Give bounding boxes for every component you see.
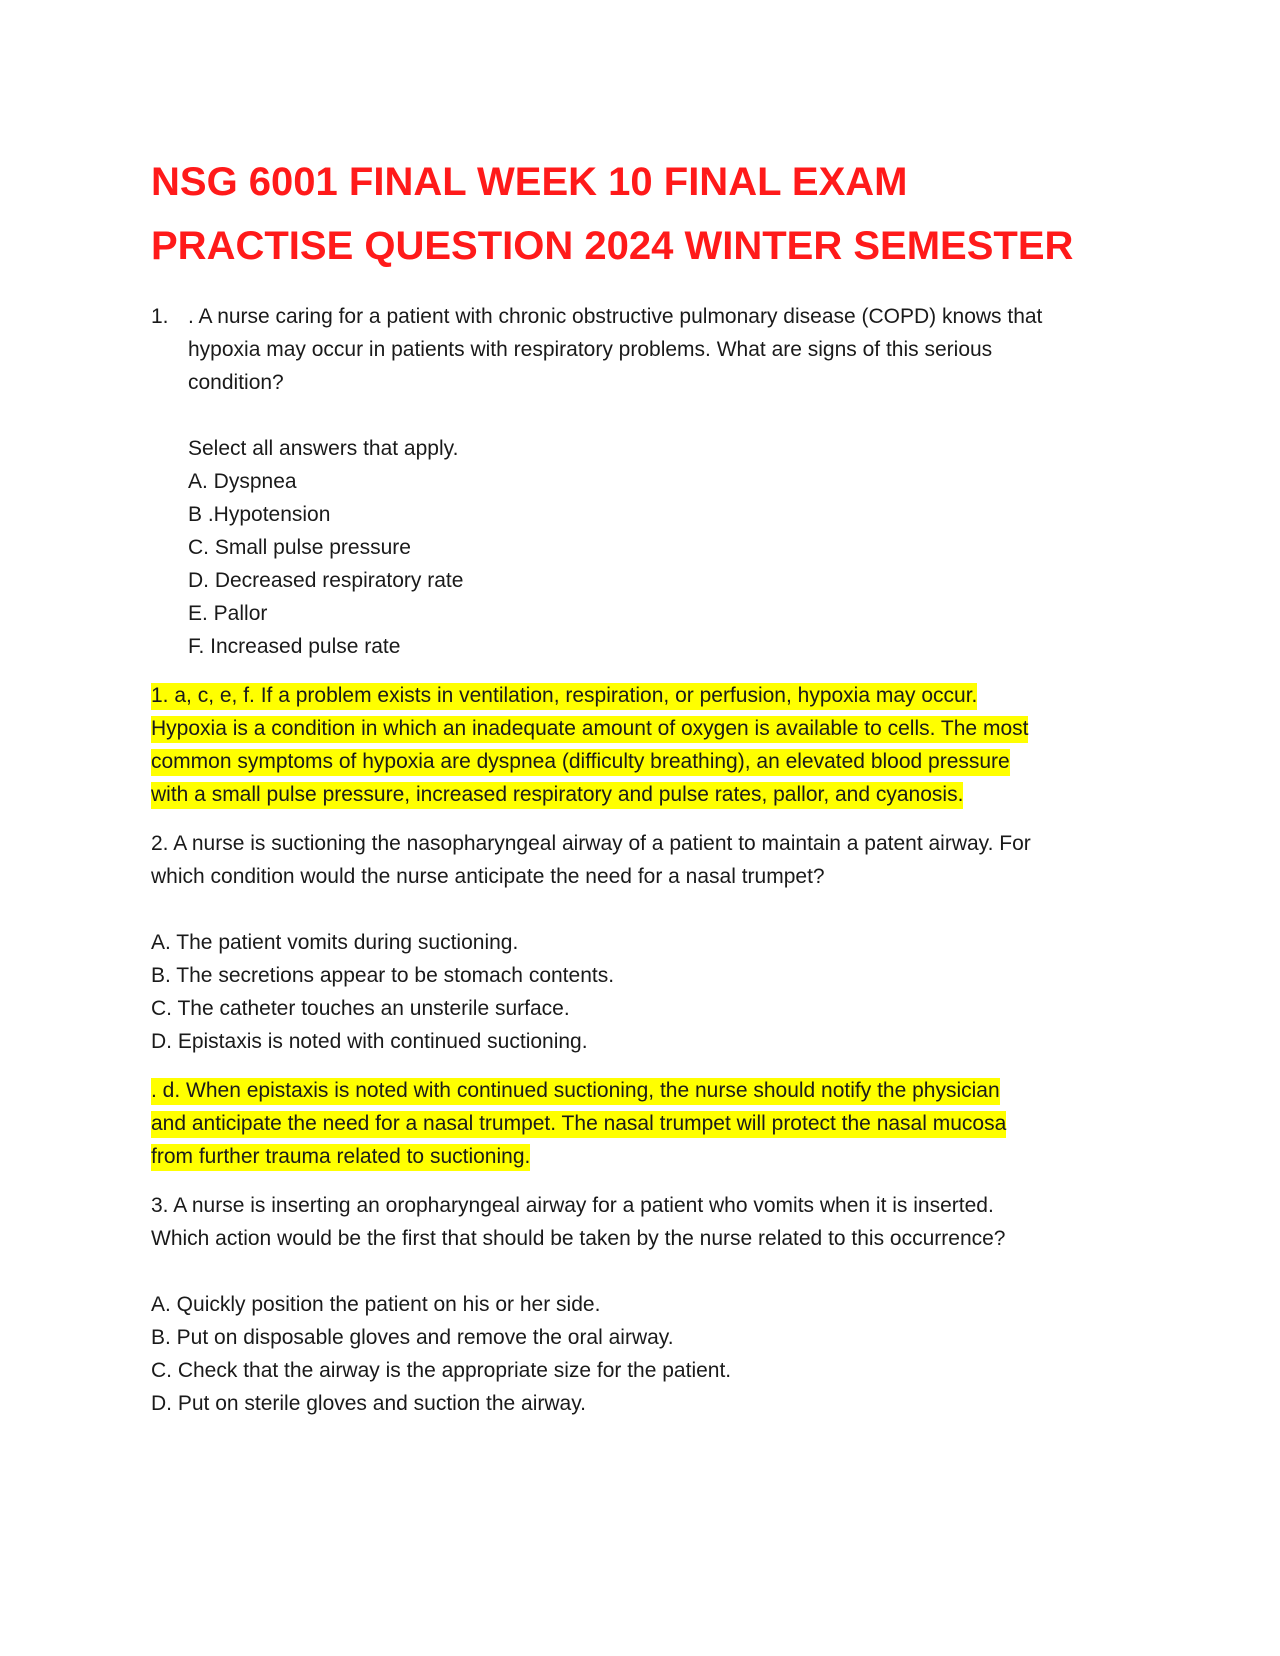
question-3-option-a: A. Quickly position the patient on his or her side. [151, 1293, 601, 1316]
question-1-stem-line: . A nurse caring for a patient with chronic obstructive pulmonary disease (COPD) knows that [188, 305, 1043, 328]
document-page [151, 150, 1141, 1420]
question-2-option-c: C. The catheter touches an unsterile surface. [151, 997, 570, 1020]
question-1-stem-line: hypoxia may occur in patients with respiratory problems. What are signs of this serious [188, 338, 993, 361]
answer-2-line: . d. When epistaxis is noted with continued suctioning, the nurse should notify the physician [151, 1078, 1000, 1105]
question-3-stem-line: 3. A nurse is inserting an oropharyngeal airway for a patient who vomits when it is inserted. [151, 1194, 994, 1217]
question-2-answer [151, 1074, 1141, 1173]
answer-2-line: from further trauma related to suctioning. [151, 1144, 530, 1171]
question-1-option-b: B .Hypotension [188, 503, 331, 526]
answer-1-line: with a small pulse pressure, increased respiratory and pulse rates, pallor, and cyanosis. [151, 782, 963, 809]
question-2-option-b: B. The secretions appear to be stomach contents. [151, 964, 615, 987]
question-2 [151, 827, 1141, 1058]
question-1-stem-line: condition? [188, 371, 284, 394]
answer-1-line: common symptoms of hypoxia are dyspnea (difficulty breathing), an elevated blood pressure [151, 749, 1010, 776]
question-1 [151, 300, 1141, 663]
question-1-instruction: Select all answers that apply. [188, 437, 459, 460]
question-1-number: 1. [151, 305, 169, 328]
document-title [151, 150, 1141, 278]
answer-2-line: and anticipate the need for a nasal trumpet. The nasal trumpet will protect the nasal mucosa [151, 1111, 1006, 1138]
question-1-body [188, 300, 1141, 663]
question-3-stem-line: Which action would be the first that should be taken by the nurse related to this occurrence? [151, 1227, 1006, 1250]
question-2-stem-line: which condition would the nurse anticipate the need for a nasal trumpet? [151, 865, 825, 888]
question-1-answer [151, 679, 1141, 811]
title-line-2: PRACTISE QUESTION 2024 WINTER SEMESTER [151, 224, 1074, 268]
question-3 [151, 1189, 1141, 1420]
question-3-option-c: C. Check that the airway is the appropriate size for the patient. [151, 1359, 732, 1382]
question-1-option-f: F. Increased pulse rate [188, 635, 401, 658]
question-1-option-c: C. Small pulse pressure [188, 536, 411, 559]
question-1-option-d: D. Decreased respiratory rate [188, 569, 464, 592]
question-2-stem-line: 2. A nurse is suctioning the nasopharyngeal airway of a patient to maintain a patent airway. For [151, 832, 1031, 855]
question-2-option-a: A. The patient vomits during suctioning. [151, 931, 519, 954]
answer-1-line: Hypoxia is a condition in which an inadequate amount of oxygen is available to cells. The most [151, 716, 1028, 743]
question-3-option-b: B. Put on disposable gloves and remove the oral airway. [151, 1326, 674, 1349]
question-1-option-e: E. Pallor [188, 602, 268, 625]
answer-1-line: 1. a, c, e, f. If a problem exists in ventilation, respiration, or perfusion, hypoxia may occur. [151, 683, 977, 710]
title-line-1: NSG 6001 FINAL WEEK 10 FINAL EXAM [151, 160, 908, 204]
question-1-option-a: A. Dyspnea [188, 470, 297, 493]
question-2-option-d: D. Epistaxis is noted with continued suctioning. [151, 1030, 588, 1053]
question-3-option-d: D. Put on sterile gloves and suction the airway. [151, 1392, 587, 1415]
